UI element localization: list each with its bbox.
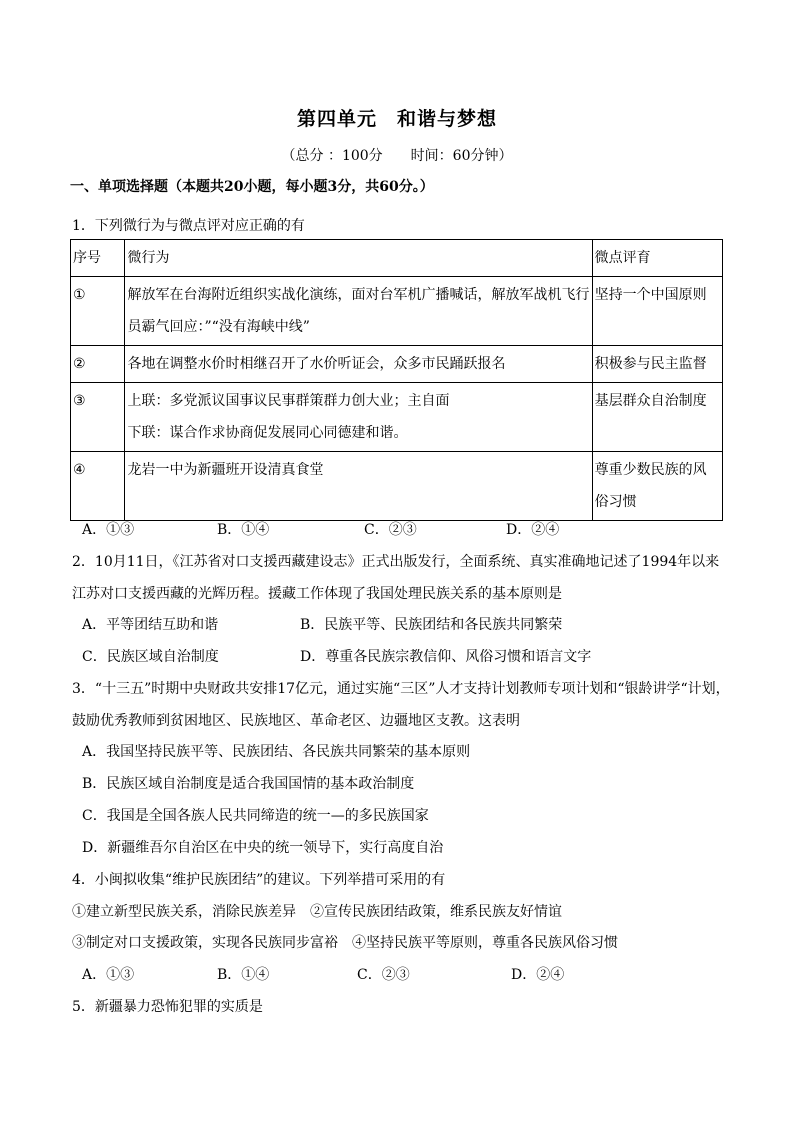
row-action-line: 下联：谋合作求协商促发展同心同德建和谐。 [127, 425, 408, 441]
row-action-line: 龙岩一中为新疆班开设清真食堂 [127, 462, 324, 478]
question-3-option-c[interactable]: C．我国是全国各族人民共同缔造的统一—的多民族国家 [82, 808, 429, 824]
table-row [71, 346, 723, 383]
table-header-row [71, 240, 723, 277]
row-action [125, 277, 592, 346]
option-c[interactable]: C．②③ [357, 967, 410, 983]
option-d[interactable]: D．②④ [511, 967, 565, 983]
option-b[interactable]: B．①④ [217, 967, 270, 983]
option-d[interactable]: D．②④ [506, 522, 560, 538]
row-comment [592, 452, 722, 521]
option-a[interactable]: A．①③ [82, 967, 135, 983]
table-row [71, 452, 723, 521]
question-3-option-a[interactable]: A．我国坚持民族平等、民族团结、各民族共同繁荣的基本原则 [82, 744, 471, 760]
row-action [125, 346, 592, 383]
row-comment [592, 277, 722, 346]
row-action-line: 解放军在台海附近组织实战化演练，面对台军机广播喊话，解放军战机飞行 [127, 287, 590, 303]
row-comment-line: 积极参与民主监督 [594, 356, 707, 372]
row-number: ② [71, 346, 125, 383]
row-comment [592, 383, 722, 452]
page-subtitle: （总分 ：100分 时间：60分钟） [281, 148, 513, 164]
row-number: ③ [71, 383, 125, 452]
question-4-stem: 4．小闽拟收集“维护民族团结”的建议。下列举措可采用的有 [72, 872, 446, 888]
row-action-line: 员霸气回应：”“没有海峡中线” [127, 319, 310, 335]
question-2-stem-cont: 江苏对口支援西藏的光辉历程。援藏工作体现了我国处理民族关系的基本原则是 [72, 586, 562, 602]
question-3-stem: 3．“十三五”时期中央财政共安排17亿元，通过实施“三区”人才支持计划教师专项计划和“银龄讲学“计划， [72, 681, 730, 697]
question-1-table [70, 239, 723, 521]
question-2-stem: 2．10月11日，《江苏省对口支援西藏建设志》正式出版发行，全面系统、真实准确地记述了1994年以来 [72, 554, 720, 570]
section-heading: 一、单项选择题（本题共20小题，每小题3分，共60分。） [70, 179, 434, 195]
row-number: ① [71, 277, 125, 346]
question-1-stem: 1．下列微行为与微点评对应正确的有 [72, 218, 305, 234]
row-comment-line: 尊重少数民族的风 [594, 462, 707, 478]
row-comment-line: 基层群众自治制度 [594, 393, 707, 409]
row-action [125, 452, 592, 521]
question-2-option-a[interactable]: A．平等团结互助和谐 [82, 617, 219, 633]
table-row [71, 383, 723, 452]
option-c[interactable]: C．②③ [364, 522, 417, 538]
question-2-option-b[interactable]: B．民族平等、民族团结和各民族共同繁荣 [300, 617, 563, 633]
question-4-statements-2: ③制定对口支援政策，实现各民族同步富裕 ④坚持民族平等原则，尊重各民族风俗习惯 [72, 935, 618, 951]
question-3-stem-cont: 鼓励优秀教师到贫困地区、民族地区、革命老区、边疆地区支教。这表明 [72, 713, 520, 729]
table-header-cell: 微点评育 [592, 240, 722, 277]
option-a[interactable]: A．①③ [82, 522, 135, 538]
page-title: 第四单元 和谐与梦想 [296, 108, 497, 130]
question-2-option-d[interactable]: D．尊重各民族宗教信仰、风俗习惯和语言文字 [300, 649, 592, 665]
row-action [125, 383, 592, 452]
row-number: ④ [71, 452, 125, 521]
table-header-cell: 微行为 [125, 240, 592, 277]
question-4-statements-1: ①建立新型民族关系，消除民族差异 ②宣传民族团结政策，维系民族友好情谊 [72, 904, 562, 920]
table-row [71, 277, 723, 346]
row-comment [592, 346, 722, 383]
row-comment-line: 俗习惯 [594, 494, 637, 510]
option-b[interactable]: B．①④ [217, 522, 270, 538]
row-action-line: 各地在调整水价时相继召开了水价听证会，众多市民踊跃报名 [127, 356, 506, 372]
question-5-stem: 5．新疆暴力恐怖犯罪的实质是 [72, 999, 263, 1015]
row-comment-line: 坚持一个中国原则 [594, 287, 707, 303]
row-action-line: 上联：多党派议国事议民事群策群力创大业；主自面 [127, 393, 450, 409]
question-3-option-d[interactable]: D．新疆维吾尔自治区在中央的统一领导下，实行高度自治 [82, 840, 444, 856]
table-header-cell: 序号 [71, 240, 125, 277]
question-2-option-c[interactable]: C．民族区域自治制度 [82, 649, 219, 665]
question-3-option-b[interactable]: B．民族区域自治制度是适合我国国情的基本政治制度 [82, 776, 415, 792]
